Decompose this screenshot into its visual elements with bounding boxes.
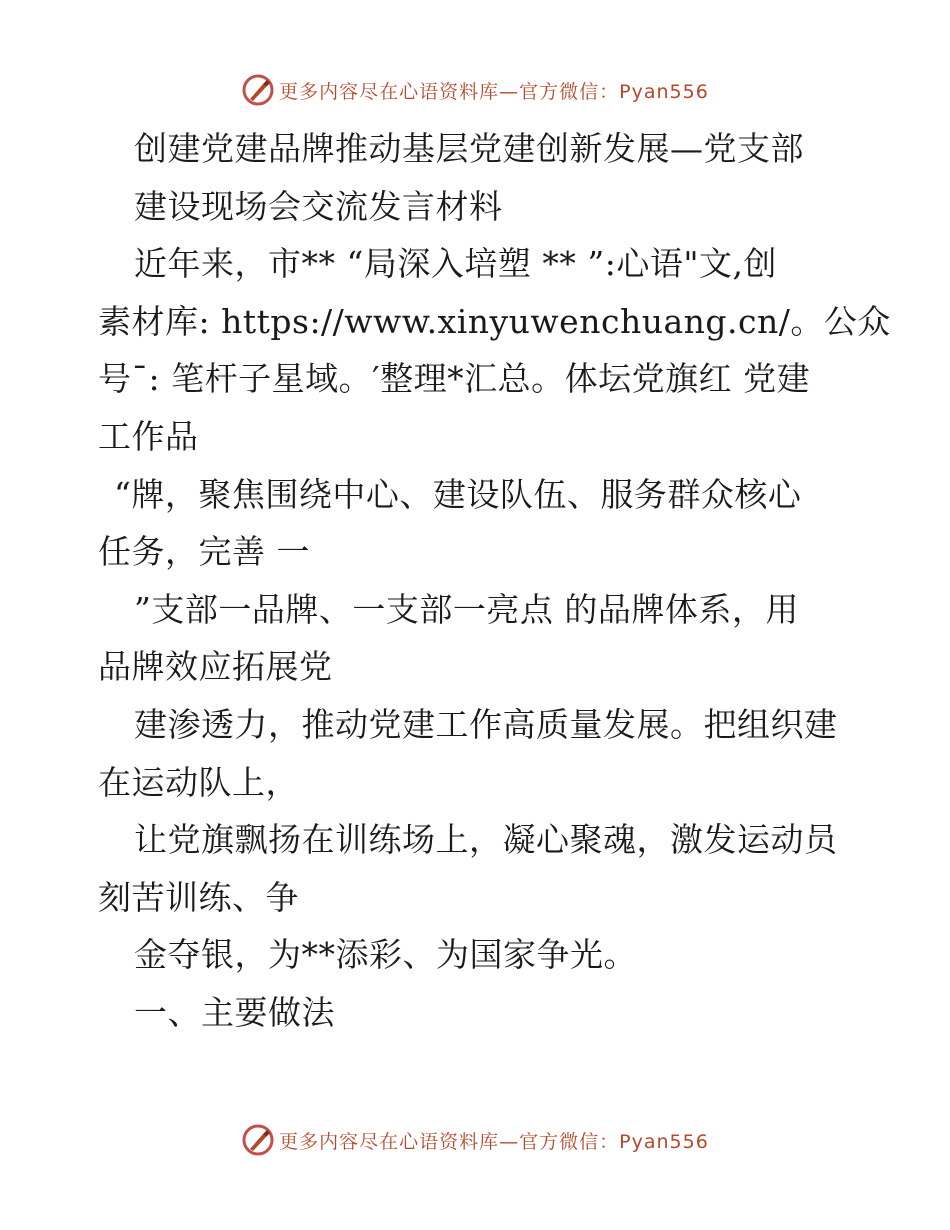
watermark-text: 更多内容尽在心语资料库—官方微信：Pyan556 [279,80,709,103]
paragraph-line: 让党旗飘扬在训练场上，凝心聚魂，激发运动员 [134,820,838,860]
paragraph-line: 金夺银，为**添彩、为国家争光。 [134,935,637,975]
title-line-1: 创建党建品牌推动基层党建创新发展—党支部 [134,129,804,168]
paragraph-line: 品牌效应拓展党 [98,647,333,687]
header-watermark [0,70,950,110]
document-body [98,120,891,1042]
paragraph-line: 号¯: 笔杆子星域。′整理*汇总。体坛党旗红 党建 [98,359,811,399]
pen-logo-icon [241,1123,275,1157]
paragraph-line: “牌，聚焦围绕中心、建设队伍、服务群众核心 [114,474,802,514]
paragraph-line: 近年来，市** “局深入培塑 ** ”:心语"文,创 [134,244,777,284]
footer-watermark [0,1120,950,1160]
paragraph-line: 素材库: https://www.xinyuwenchuang.cn/。公众 [98,301,891,341]
paragraph-line: 刻苦训练、争 [98,877,299,917]
pen-logo-icon [241,73,275,107]
paragraph-line: ”支部一品牌、一支部一亮点 的品牌体系，用 [134,589,799,629]
paragraph-line: 工作品 [98,416,199,456]
title-line-2: 建设现场会交流发言材料 [134,186,503,226]
section-heading: 一、主要做法 [134,992,335,1032]
watermark-text: 更多内容尽在心语资料库—官方微信：Pyan556 [279,1130,709,1153]
paragraph-line: 任务，完善 一 [98,532,310,572]
paragraph-line: 建渗透力，推动党建工作高质量发展。把组织建 [134,704,838,744]
paragraph-line: 在运动队上， [98,762,299,802]
